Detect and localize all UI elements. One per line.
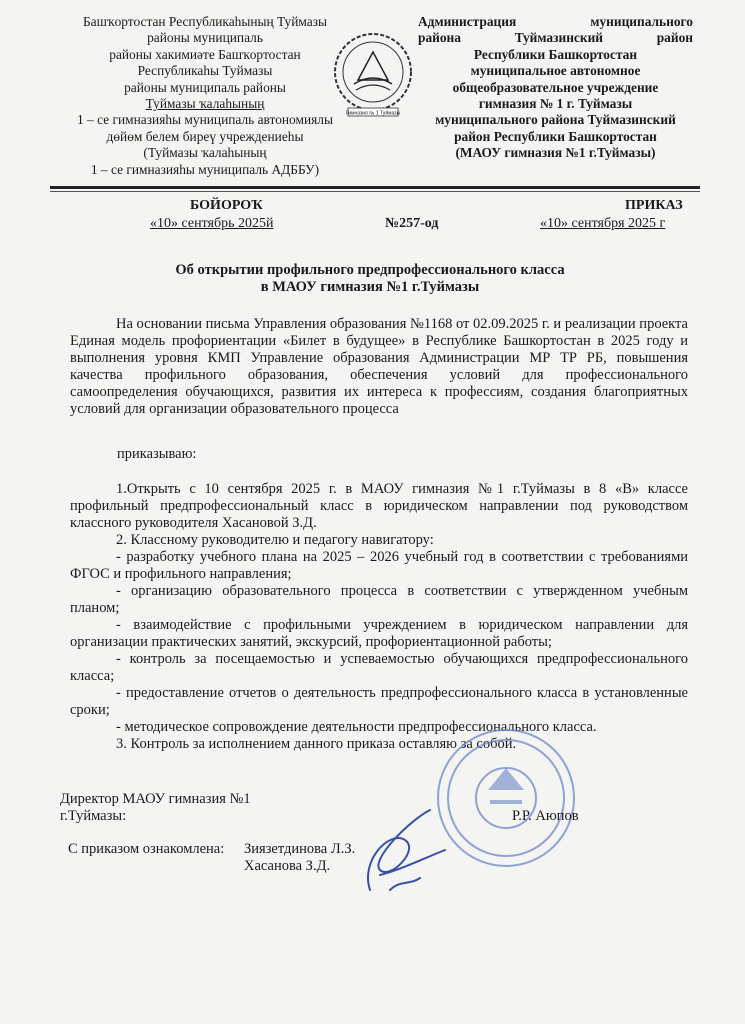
order-item: - методическое сопровождение деятельности предпрофессионального класса. [116, 719, 597, 735]
header-left-line: дөйөм белем биреү учреждениеһы [106, 128, 304, 144]
header-right-line: район Республики Башкортостан [454, 128, 657, 144]
signatory-role-line: Директор МАОУ гимназия №1 [60, 791, 251, 807]
header-right-line: муниципальное автономное [470, 63, 641, 79]
order-title-line: в МАОУ гимназия №1 г.Туймазы [260, 279, 480, 295]
order-item: 3. Контроль за исполнением данного приказа оставляю за собой. [116, 736, 517, 752]
header-divider-thin [50, 191, 700, 192]
header-left-line: (Туймазы ҡалаһының [143, 145, 267, 161]
school-emblem-icon [330, 28, 416, 124]
acknowledged-person: Зиязетдинова Л.З. [244, 841, 356, 857]
doc-date-bashkir: «10» сентябрь 2025й [150, 216, 274, 231]
order-word: приказываю: [117, 446, 197, 462]
header-right-russian [418, 14, 693, 162]
order-items [70, 481, 688, 753]
order-item: 2. Классному руководителю и педагогу навигатору: [116, 532, 434, 548]
header-left-line: районы хакимиәте Башҡортостан [109, 46, 301, 62]
header-left-line: районы муниципаль районы [124, 79, 286, 95]
header-right-line: общеобразовательное учреждение [452, 79, 659, 95]
header-right-line: (МАОУ гимназия №1 г.Туймазы) [455, 145, 656, 161]
signatory-name: Р.Р. Аюпов [512, 808, 579, 824]
header-left-line: Башҡортостан Республикаһының Туймазы [82, 14, 328, 29]
acknowledgement-names [244, 841, 355, 875]
header-right-line: Администрация муниципального [418, 14, 693, 29]
intro-paragraph: На основании письма Управления образования №1168 от 02.09.2025 г. и реализации проекта Единая модель профориентации «Билет в будущее» в Республике Башкортостан в 2025 году и выполнения уровня КМП Управление образования Администрации МР ТР РБ, повышения качества профильного образования, обеспечения условий для профессионального самоопределения обучающихся, развития их интереса к профессиям, создания благоприятных условий для организации образовательного процесса [70, 316, 688, 417]
header-left-line: 1 – се гимназияһы муниципаль АДББУ) [90, 161, 320, 177]
header-right-line: муниципального района Туймазинский [435, 112, 676, 128]
header-left-bashkir [40, 14, 370, 178]
header-left-line: Туймазы ҡалаһының [145, 96, 265, 112]
order-title-line: Об открытии профильного предпрофессионального класса [175, 262, 565, 278]
emblem-caption: Гимназия № 1 Туймазы [345, 110, 401, 117]
order-item: - контроль за посещаемостью и успеваемостью обучающихся предпрофессионального класса; [70, 651, 688, 684]
header-right-line: гимназия № 1 г. Туймазы [478, 96, 633, 112]
header-right-line: района Туймазинский район [418, 30, 693, 46]
acknowledged-person: Хасанова З.Д. [244, 858, 331, 874]
header-divider [50, 186, 700, 189]
header-left-line: 1 – се гимназияһы муниципаль автономиялы [77, 112, 333, 128]
signatory-role [60, 791, 251, 825]
order-item: - взаимодействие с профильными учреждением в юридическом направлении для организации практических занятий, экскурсий, профориентационной работы; [70, 617, 688, 650]
doc-type-russian: ПРИКАЗ [625, 198, 683, 213]
order-item: - разработку учебного плана на 2025 – 2026 учебный год в соответствии с требованиями ФГОС и профильного направления; [70, 549, 688, 582]
doc-type-bashkir: БОЙОРОҠ [190, 198, 263, 213]
header-right-line: Республики Башкортостан [473, 46, 638, 62]
signatory-role-line: г.Туймазы: [60, 808, 127, 824]
header-left-line: районы муниципаль [147, 30, 263, 46]
doc-number: №257-од [385, 216, 439, 231]
signature-icon [350, 800, 460, 900]
acknowledgement-label: С приказом ознакомлена: [68, 841, 225, 857]
order-title [120, 262, 620, 296]
doc-date-russian: «10» сентября 2025 г [540, 216, 666, 231]
order-item: 1.Открыть с 10 сентября 2025 г. в МАОУ гимназия №1 г.Туймазы в 8 «В» классе профильный предпрофессиональный класс в юридическом направлении под руководством классного руководителя Хасановой З.Д. [70, 481, 688, 531]
header-left-line: Республикаһы Туймазы [137, 63, 273, 79]
order-item: - предоставление отчетов о деятельность предпрофессионального класса в установленные сроки; [70, 685, 688, 718]
order-item: - организацию образовательного процесса в соответствии с утвержденном учебным планом; [70, 583, 688, 616]
